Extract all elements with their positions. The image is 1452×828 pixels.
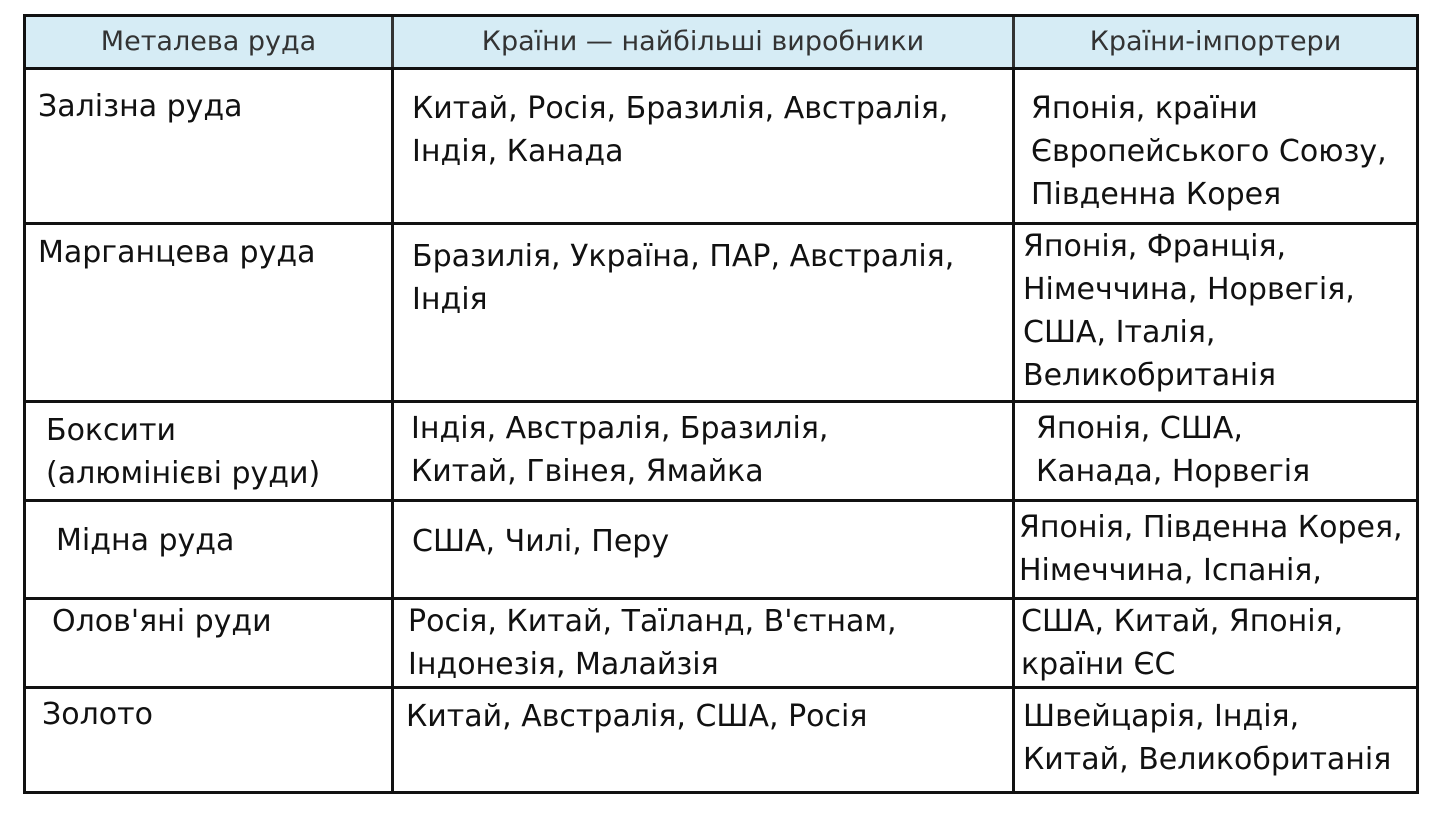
- table-row: [26, 600, 1416, 686]
- producers-cell: Індія, Австралія, Бразилія, Китай, Гвінея, Ямайка: [391, 403, 1012, 499]
- ore-name: Мідна руда: [56, 523, 235, 558]
- table-row: [26, 689, 1416, 791]
- producers-cell: Бразилія, Україна, ПАР, Австралія, Індія: [391, 225, 1012, 400]
- ore-name: Залізна руда: [38, 89, 243, 124]
- producers-cell: Китай, Росія, Бразилія, Австралія, Індія, Канада: [391, 70, 1012, 222]
- header-producers: Країни — найбільші виробники: [391, 17, 1012, 67]
- importers-cell: Японія, країни Європейського Союзу, Південна Корея: [1012, 70, 1416, 222]
- ore-name: Боксити (алюмінієві руди): [46, 413, 321, 491]
- table-row: [26, 70, 1416, 222]
- table-header-row: [26, 17, 1416, 67]
- ore-name: Олов'яні руди: [52, 604, 272, 639]
- producers-cell: Китай, Австралія, США, Росія: [391, 689, 1012, 791]
- producers-cell: Росія, Китай, Таїланд, В'єтнам, Індонезія, Малайзія: [391, 600, 1012, 686]
- importers-cell: Японія, Франція, Німеччина, Норвегія, США, Італія, Великобританія: [1012, 225, 1416, 400]
- table-row: [26, 502, 1416, 597]
- table-row: [26, 403, 1416, 499]
- header-importers: Країни-імпортери: [1012, 17, 1416, 67]
- importers-cell: Японія, Південна Корея, Німеччина, Іспанія,: [1012, 502, 1416, 597]
- ore-name: Марганцева руда: [38, 235, 316, 270]
- ore-trade-table: [23, 14, 1419, 794]
- importers-cell: США, Китай, Японія, країни ЄС: [1012, 600, 1416, 686]
- importers-cell: Швейцарія, Індія, Китай, Великобританія: [1012, 689, 1416, 791]
- table-row: [26, 225, 1416, 400]
- producers-cell: США, Чилі, Перу: [391, 502, 1012, 597]
- header-ore: Металева руда: [100, 26, 317, 57]
- ore-name: Золото: [42, 697, 153, 732]
- importers-cell: Японія, США, Канада, Норвегія: [1012, 403, 1416, 499]
